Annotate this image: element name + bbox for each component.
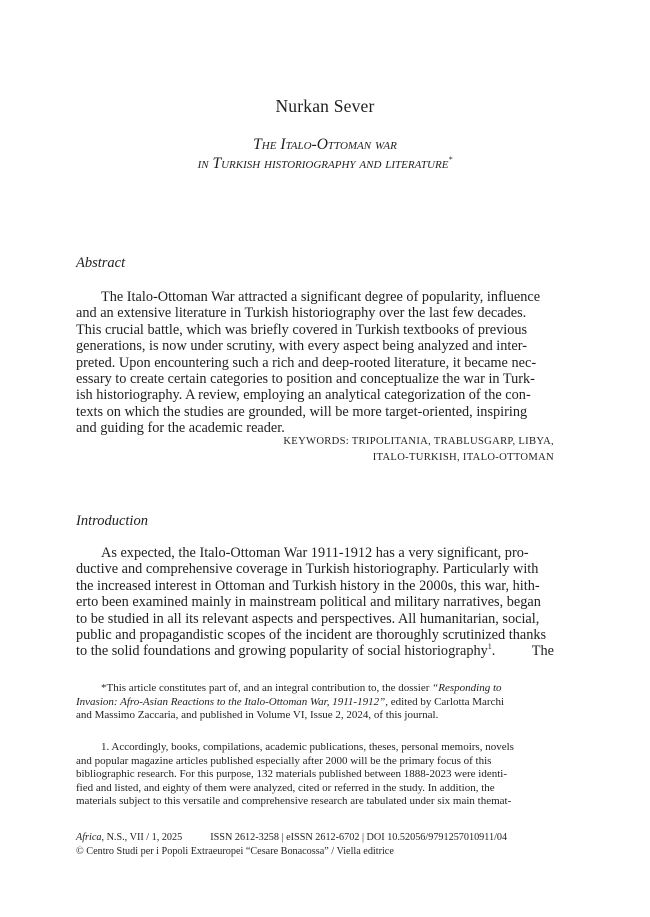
journal-info: Africa, N.S., VII / 1, 2025 ISSN 2612-3258 | eISSN 2612-6702 | DOI 10.52056/9791257010911/04 [76, 832, 508, 843]
footnote-star: *This article constitutes part of, and an integral contribution to, the dossier “Responding to Invasion: Afro-Asian Reactions to the Italo-Ottoman War, 1911-1912”, edited by Carlotta Marchi and Massimo Zaccaria, and published in Volume VI, Issue 2, 2024, of this journal. [76, 682, 505, 722]
abstract-line: essary to create certain categories to position and conceptualize the war in Turk- [76, 371, 535, 388]
abstract-line: The Italo-Ottoman War attracted a significant degree of popularity, influence [101, 289, 541, 305]
introduction-heading: Introduction [76, 513, 148, 529]
footnote-ref-1: 1 [487, 642, 492, 652]
keywords-line-2: ITALO-TURKISH, ITALO-OTTOMAN [372, 452, 554, 463]
abstract-line: and guiding for the academic reader. [76, 420, 285, 437]
abstract-line: and an extensive literature in Turkish historiography over the last few decades. [76, 305, 527, 322]
abstract-line: ish historiography. A review, employing an analytical categorization of the con- [76, 387, 531, 404]
intro-line: the increased interest in Ottoman and Turkish history in the 2000s, this war, hith- [76, 577, 540, 594]
article-title-line-1: The Italo-Ottoman war [253, 136, 397, 153]
title-footnote-marker: * [448, 155, 453, 164]
intro-line: erto been examined mainly in mainstream political and military narratives, began [76, 594, 541, 611]
intro-line: to the solid foundations and growing popularity of social historiography$^1$. The [76, 642, 554, 660]
page-footer [76, 831, 554, 859]
introduction-body [76, 545, 554, 660]
abstract-heading: Abstract [76, 255, 126, 271]
keywords-line-1: KEYWORDS: TRIPOLITANIA, TRABLUSGARP, LIBYA, [283, 436, 554, 447]
intro-line: ductive and comprehensive coverage in Turkish historiography. Particularly with [76, 561, 539, 578]
abstract-line: texts on which the studies are grounded, will be more target-oriented, inspiring [76, 403, 528, 420]
footnote-1: 1. Accordingly, books, compilations, academic publications, theses, personal memoirs, novels and popular magazine articles published especially after 2000 will be the primary focus of this bibliographic research. For this purpose, 132 materials published between 1888-2023 were identi- fied and listed, and eighty of them were analyzed, cited or referred in the study. In addition, the materials subject to this versatile and comprehensive research are tabulated under six main themat- [76, 741, 514, 808]
intro-line: public and propagandistic scopes of the incident are thoroughly scrutinized thanks [76, 627, 547, 644]
intro-line: to be studied in all its relevant aspects and perspectives. All humanitarian, social, [76, 610, 540, 627]
abstract-line: preted. Upon encountering such a rich and deep-rooted literature, it became nec- [76, 354, 537, 371]
article-title-line-2: in Turkish historiography and literature* [197, 155, 453, 173]
publisher-info: © Centro Studi per i Popoli Extraeuropei “Cesare Bonacossa” / Viella editrice [76, 846, 394, 857]
keywords [76, 434, 554, 466]
intro-line: As expected, the Italo-Ottoman War 1911-1912 has a very significant, pro- [101, 545, 529, 561]
abstract-body [76, 289, 554, 437]
abstract-line: This crucial battle, which was briefly covered in Turkish textbooks of previous [76, 321, 528, 338]
author-name: Nurkan Sever [275, 96, 375, 116]
abstract-line: generations, is now under scrutiny, with every aspect being analyzed and inter- [76, 338, 527, 355]
